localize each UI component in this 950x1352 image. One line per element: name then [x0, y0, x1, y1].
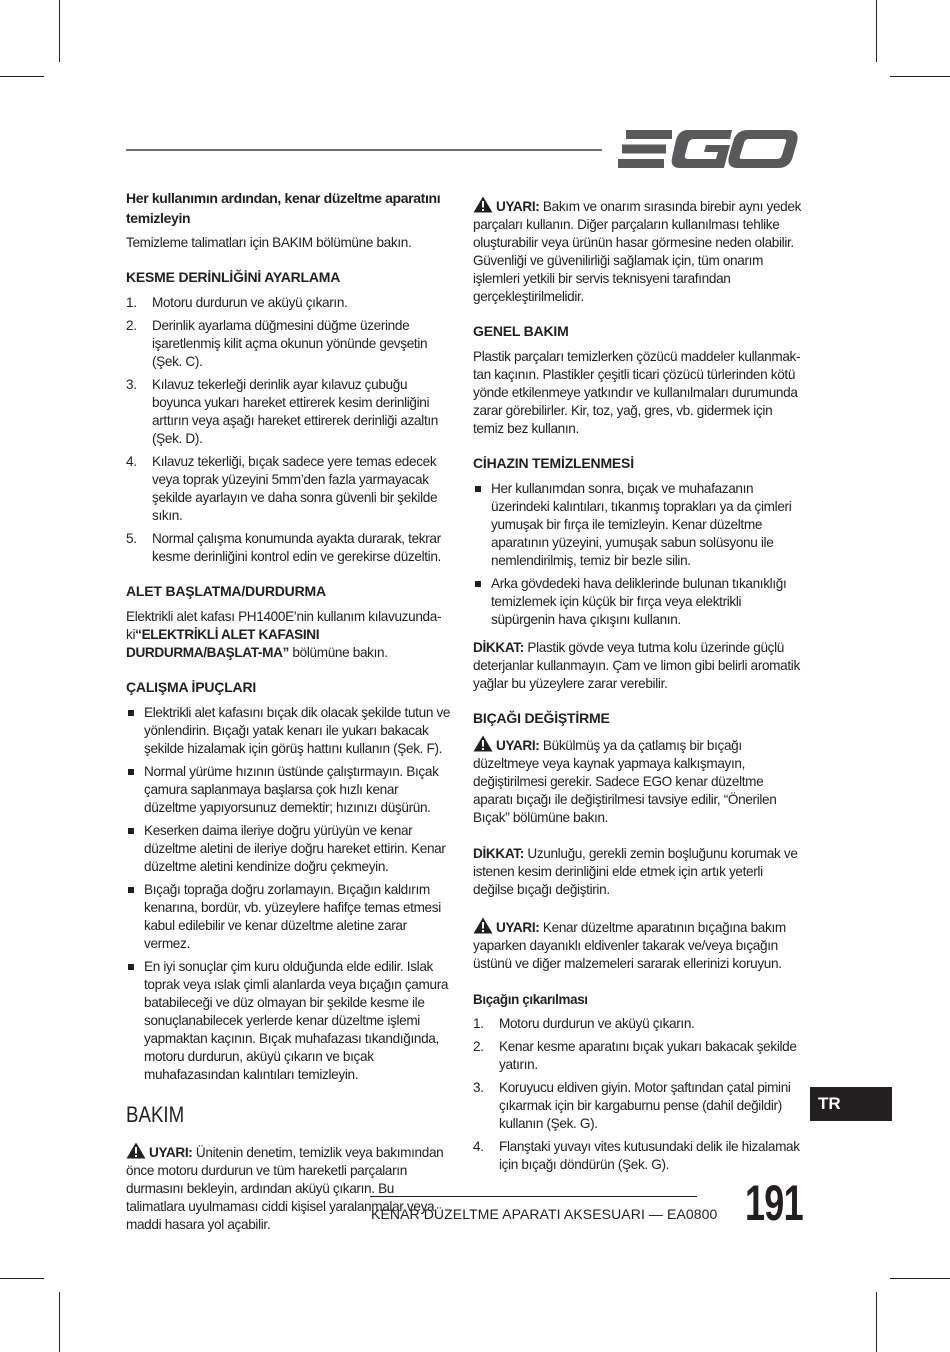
crop-mark: [0, 76, 44, 77]
crop-mark: [59, 0, 60, 62]
crop-mark: [0, 1278, 44, 1279]
cutting-depth-heading: KESME DERİNLİĞİNİ AYARLAMA: [126, 269, 341, 285]
list-item: Arka gövdedeki hava deliklerinde bulunan tıkanıklığı temizlemek için küçük bir fırça veya elektrikli süpürgenin hava çıkışını kullanın.: [473, 575, 803, 629]
warning-icon: [473, 735, 493, 752]
general-maintenance-heading: GENEL BAKIM: [473, 323, 569, 339]
list-item: 5. Normal çalışma konumunda ayakta durarak, tekrar kesme derinliğini kontrol edin ve gerekirse düzeltin.: [126, 531, 441, 564]
list-item: Bıçağı toprağa doğru zorlamayın. Bıçağın kaldırım kenarına, bordür, vb. yüzeylere hafifçe temas etmesi kabul edilebilir ve kenar düzeltme aletine zarar vermez.: [126, 881, 454, 953]
bullet-icon: [475, 486, 481, 492]
cutting-depth-steps: [126, 294, 454, 566]
operating-tips-heading: ÇALIŞMA İPUÇLARI: [126, 679, 257, 695]
footer-rule: [370, 1196, 697, 1197]
list-item: Normal yürüme hızının üstünde çalıştırmayın. Bıçak çamura saplanmaya başlarsa çok hızlı kenar düzeltme yapıyorsunuz demektir; hızınızı düşürün.: [126, 763, 454, 817]
crop-mark: [890, 1278, 950, 1279]
list-item: 2. Kenar kesme aparatını bıçak yukarı bakacak şekilde yatırın.: [473, 1039, 797, 1072]
gloves-warning: UYARI: Kenar düzeltme aparatının bıçağına bakım yaparken dayanıklı eldivenler takarak ve/veya bıçağın üstünü ve diğer malzemeleri sararak ellerinizi koruyun.: [473, 917, 803, 973]
cleaning-reference-text: Temizleme talimatları için BAKIM bölümüne bakın.: [126, 235, 412, 250]
cleaning-after-use-heading: Her kullanımın ardından, kenar düzeltme aparatını temizleyin: [126, 190, 441, 226]
blade-length-notice: DİKKAT: Uzunluğu, gerekli zemin boşluğunu korumak ve istenen kesim derinliğini elde etmek için artık yeterli değilse bıçağı değiştirin.: [473, 846, 798, 897]
general-maintenance-text: Plastik parçaları temizlerken çözücü maddeler kullanmak-tan kaçının. Plastikler çeşitli ticari çözücü türlerinden kötü yönde etkilenmeye yatkındır ve kullanılmaları durumunda zarar görebilirler. Kir, toz, yağ, gres, vb. gidermek için temiz bez kullanın.: [473, 349, 801, 436]
page-number: 191: [745, 1175, 803, 1231]
bullet-icon: [128, 769, 134, 775]
ego-logo: [618, 128, 800, 170]
maintenance-warning: UYARI: Ünitenin denetim, temizlik veya bakımından önce motoru durdurun ve tüm hareketli parçaların durmasını bekleyin, ardından aküyü çıkarın. Bu talimatlara uyulmaması ciddi kişisel yaralanmalar veya maddi hasara yol açabilir.: [126, 1142, 454, 1234]
list-item: 2. Derinlik ayarlama düğmesini düğme üzerinde işaretlenmiş kilit açma okunun yönünde gevşetin (Şek. C).: [126, 318, 428, 369]
list-item: 1. Motoru durdurun ve aküyü çıkarın.: [126, 295, 348, 310]
crop-mark: [59, 1292, 60, 1352]
spare-parts-warning: UYARI: Bakım ve onarım sırasında birebir aynı yedek parçaları kullanın. Diğer parçaların kullanılması tehlike oluşturabilir veya ürünün hasar görmesine neden olabilir. Güvenliği ve güvenilirliği sağlamak için, tüm onarım işlemleri yetkili bir servis teknisyeni tarafından gerçekleştirilmelidir.: [473, 196, 803, 306]
footer-product-title: KENAR DÜZELTME APARATI AKSESUARI — EA0800: [371, 1206, 718, 1222]
start-stop-text: Elektrikli alet kafası PH1400E’nin kullanım kılavuzunda-ki“ELEKTRİKLİ ALET KAFASINI DURDURMA/BAŞLAT-MA” bölümüne bakın.: [126, 609, 442, 660]
warning-icon: [126, 1142, 146, 1159]
bullet-icon: [128, 887, 134, 893]
list-item: 1. Motoru durdurun ve aküyü çıkarın.: [473, 1016, 695, 1031]
list-item: 4. Flanştaki yuvayı vites kutusundaki delik ile hizalamak için bıçağı döndürün (Şek. G).: [473, 1139, 800, 1172]
plastic-notice: DİKKAT: Plastik gövde veya tutma kolu üzerinde güçlü deterjanlar kullanmayın. Çam ve limon gibi belirli aromatik yağlar bu yüzeylere zarar verebilir.: [473, 640, 800, 691]
bullet-icon: [128, 828, 134, 834]
blade-warning: UYARI: Bükülmüş ya da çatlamış bir bıçağı düzeltmeye veya kaynak yapmaya kalkışmayın, değiştirilmesi gerekir. Sadece EGO kenar düzeltme aparatı bıçağı ile değiştirilmesi tavsiye edilir, “Önerilen Bıçak” bölümüne bakın.: [473, 735, 803, 827]
header-rule: [126, 149, 602, 151]
operating-tips-list: [126, 704, 454, 1084]
blade-removal-steps: [473, 1015, 803, 1174]
device-cleaning-heading: CİHAZIN TEMİZLENMESİ: [473, 455, 634, 471]
list-item: 3. Koruyucu eldiven giyin. Motor şaftından çatal pimini çıkarmak için bir kargaburnu pense (dahil değildir) kullanın (Şek. G).: [473, 1080, 791, 1131]
language-tab: TR: [810, 1087, 892, 1121]
crop-mark: [876, 1292, 877, 1352]
list-item: 3. Kılavuz tekerleği derinlik ayar kılavuz çubuğu boyunca yukarı hareket ettirerek kesim derinliğini arttırın veya aşağı hareket ettirerek derinliği azaltın (Şek. D).: [126, 377, 439, 446]
device-cleaning-list: [473, 480, 803, 629]
list-item: Her kullanımdan sonra, bıçak ve muhafazanın üzerindeki kalıntıları, tıkanmış toprakları ya da çimleri yumuşak bir fırça ile temizleyin. Kenar düzeltme aparatının yüzeyini, yumuşak sabun solüsyonu ile nemlendirilmiş, temiz bir bezle silin.: [473, 480, 803, 570]
crop-mark: [876, 0, 877, 62]
bullet-icon: [128, 964, 134, 970]
start-stop-heading: ALET BAŞLATMA/DURDURMA: [126, 583, 326, 599]
warning-icon: [473, 917, 493, 934]
warning-icon: [473, 196, 493, 213]
bullet-icon: [475, 581, 481, 587]
list-item: Keserken daima ileriye doğru yürüyün ve kenar düzeltme aletini de ileriye doğru hareket ettirin. Kenar düzeltme aletini kendinize doğru çekmeyin.: [126, 822, 454, 876]
list-item: 4. Kılavuz tekerliği, bıçak sadece yere temas edecek veya toprak yüzeyini 5mm’den fazla yarmayacak şekilde ayarlayın ve daha sonra güvenli bir şekilde sıkın.: [126, 454, 438, 523]
crop-mark: [890, 76, 950, 77]
left-column: [126, 188, 454, 1234]
blade-replacement-heading: BIÇAĞI DEĞİŞTİRME: [473, 710, 610, 726]
list-item: Elektrikli alet kafasını bıçak dik olacak şekilde tutun ve yönlendirin. Bıçağı yatak kenarı ile yukarı bakacak şekilde hizalamak için görüş hattını kullanın (Şek. F).: [126, 704, 454, 758]
blade-removal-heading: Bıçağın çıkarılması: [473, 992, 588, 1007]
bullet-icon: [128, 710, 134, 716]
maintenance-heading: BAKIM: [126, 1102, 185, 1127]
right-column: [473, 196, 803, 1179]
list-item: En iyi sonuçlar çim kuru olduğunda elde edilir. Islak toprak veya ıslak çimli alanlarda veya bıçağın çamura batabileceği ve düz olmayan bir şekilde kesme ile sonuçlanabilecek yerlerde kenar düzeltme işlemi yapmaktan kaçının. Bıçak muhafazası tıkandığında, motoru durdurun, aküyü çıkarın ve bıçak muhafazasından kalıntıları temizleyin.: [126, 958, 454, 1084]
